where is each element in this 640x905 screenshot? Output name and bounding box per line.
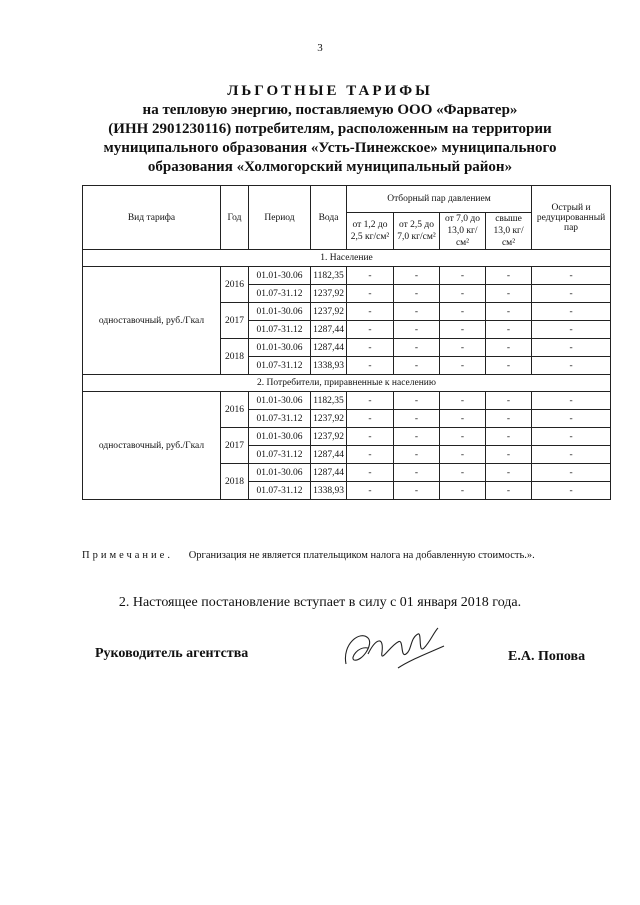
water-tariff-cell: 1287,44 — [311, 321, 347, 339]
table-body — [83, 250, 611, 500]
period-cell: 01.07-31.12 — [249, 285, 311, 303]
year-cell: 2016 — [221, 392, 249, 428]
empty-value-cell: - — [347, 482, 394, 500]
empty-value-cell: - — [394, 285, 440, 303]
empty-value-cell: - — [394, 464, 440, 482]
water-tariff-cell: 1182,35 — [311, 392, 347, 410]
empty-value-cell: - — [440, 410, 486, 428]
handwritten-signature — [338, 624, 448, 679]
empty-value-cell: - — [347, 428, 394, 446]
empty-value-cell: - — [532, 321, 611, 339]
table-row — [83, 267, 611, 285]
empty-value-cell: - — [347, 392, 394, 410]
empty-value-cell: - — [347, 321, 394, 339]
water-tariff-cell: 1182,35 — [311, 267, 347, 285]
note-text: Организация не является плательщиком налога на добавленную стоимость.». — [188, 550, 535, 561]
empty-value-cell: - — [532, 392, 611, 410]
empty-value-cell: - — [532, 446, 611, 464]
title-line-2: на тепловую энергию, поставляемую ООО «Фарватер» — [142, 102, 518, 118]
empty-value-cell: - — [347, 267, 394, 285]
empty-value-cell: - — [440, 267, 486, 285]
title-line-3: (ИНН 2901230116) потребителям, расположенным на территории — [108, 121, 552, 137]
note — [82, 549, 610, 562]
signatory-name: Е.А. Попова — [508, 649, 586, 664]
year-cell: 2018 — [221, 339, 249, 375]
note-label: Примечание. — [82, 550, 173, 561]
header-pressure-4: свыше 13,0 кг/см² — [486, 213, 532, 250]
empty-value-cell: - — [486, 446, 532, 464]
period-cell: 01.07-31.12 — [249, 357, 311, 375]
empty-value-cell: - — [486, 303, 532, 321]
water-tariff-cell: 1287,44 — [311, 339, 347, 357]
section-row — [83, 250, 611, 267]
section-title: 2. Потребители, приравненные к населению — [83, 375, 611, 392]
year-cell: 2017 — [221, 303, 249, 339]
empty-value-cell: - — [347, 446, 394, 464]
header-tariff-type: Вид тарифа — [83, 186, 221, 250]
title-line-1: ЛЬГОТНЫЕ ТАРИФЫ — [227, 83, 433, 99]
empty-value-cell: - — [394, 392, 440, 410]
empty-value-cell: - — [347, 464, 394, 482]
water-tariff-cell: 1237,92 — [311, 428, 347, 446]
title-line-5: образования «Холмогорский муниципальный район» — [147, 159, 513, 175]
empty-value-cell: - — [486, 339, 532, 357]
title-line-4: муниципального образования «Усть-Пинежское» муниципального — [103, 140, 557, 156]
empty-value-cell: - — [440, 339, 486, 357]
section-row — [83, 375, 611, 392]
empty-value-cell: - — [486, 410, 532, 428]
water-tariff-cell: 1287,44 — [311, 446, 347, 464]
water-tariff-cell: 1338,93 — [311, 357, 347, 375]
tariffs-table — [82, 185, 611, 500]
period-cell: 01.01-30.06 — [249, 464, 311, 482]
empty-value-cell: - — [394, 357, 440, 375]
empty-value-cell: - — [532, 303, 611, 321]
empty-value-cell: - — [347, 410, 394, 428]
empty-value-cell: - — [486, 392, 532, 410]
empty-value-cell: - — [532, 267, 611, 285]
empty-value-cell: - — [394, 482, 440, 500]
empty-value-cell: - — [532, 339, 611, 357]
header-pressure-1: от 1,2 до 2,5 кг/см² — [347, 213, 394, 250]
water-tariff-cell: 1237,92 — [311, 285, 347, 303]
period-cell: 01.07-31.12 — [249, 446, 311, 464]
empty-value-cell: - — [394, 303, 440, 321]
header-sharp-steam: Острый и редуцированный пар — [532, 186, 611, 250]
empty-value-cell: - — [347, 303, 394, 321]
water-tariff-cell: 1237,92 — [311, 303, 347, 321]
period-cell: 01.07-31.12 — [249, 482, 311, 500]
empty-value-cell: - — [394, 321, 440, 339]
table-row — [83, 392, 611, 410]
header-pressure-3: от 7,0 до 13,0 кг/см² — [440, 213, 486, 250]
tariff-type-cell: одноставочный, руб./Гкал — [83, 392, 221, 500]
header-period: Период — [249, 186, 311, 250]
document-title — [60, 82, 600, 177]
signatory-position: Руководитель агентства — [95, 646, 249, 661]
decree-text: 2. Настоящее постановление вступает в силу с 01 января 2018 года. — [118, 595, 522, 610]
empty-value-cell: - — [394, 410, 440, 428]
empty-value-cell: - — [394, 267, 440, 285]
header-steam-group: Отборный пар давлением — [347, 186, 532, 213]
empty-value-cell: - — [486, 428, 532, 446]
empty-value-cell: - — [394, 446, 440, 464]
empty-value-cell: - — [394, 339, 440, 357]
header-year: Год — [221, 186, 249, 250]
empty-value-cell: - — [486, 464, 532, 482]
empty-value-cell: - — [486, 357, 532, 375]
empty-value-cell: - — [532, 410, 611, 428]
empty-value-cell: - — [347, 285, 394, 303]
year-cell: 2018 — [221, 464, 249, 500]
empty-value-cell: - — [486, 267, 532, 285]
empty-value-cell: - — [532, 285, 611, 303]
empty-value-cell: - — [440, 285, 486, 303]
empty-value-cell: - — [440, 482, 486, 500]
empty-value-cell: - — [440, 446, 486, 464]
section-title: 1. Население — [83, 250, 611, 267]
period-cell: 01.01-30.06 — [249, 392, 311, 410]
empty-value-cell: - — [440, 428, 486, 446]
empty-value-cell: - — [486, 321, 532, 339]
header-pressure-2: от 2,5 до 7,0 кг/см² — [394, 213, 440, 250]
header-water: Вода — [311, 186, 347, 250]
empty-value-cell: - — [440, 464, 486, 482]
water-tariff-cell: 1237,92 — [311, 410, 347, 428]
period-cell: 01.01-30.06 — [249, 339, 311, 357]
period-cell: 01.07-31.12 — [249, 321, 311, 339]
empty-value-cell: - — [532, 428, 611, 446]
empty-value-cell: - — [486, 285, 532, 303]
period-cell: 01.01-30.06 — [249, 428, 311, 446]
year-cell: 2016 — [221, 267, 249, 303]
empty-value-cell: - — [440, 303, 486, 321]
period-cell: 01.01-30.06 — [249, 303, 311, 321]
water-tariff-cell: 1338,93 — [311, 482, 347, 500]
empty-value-cell: - — [394, 428, 440, 446]
empty-value-cell: - — [347, 357, 394, 375]
empty-value-cell: - — [440, 392, 486, 410]
year-cell: 2017 — [221, 428, 249, 464]
empty-value-cell: - — [440, 321, 486, 339]
water-tariff-cell: 1287,44 — [311, 464, 347, 482]
period-cell: 01.07-31.12 — [249, 410, 311, 428]
empty-value-cell: - — [440, 357, 486, 375]
empty-value-cell: - — [532, 482, 611, 500]
empty-value-cell: - — [532, 464, 611, 482]
empty-value-cell: - — [486, 482, 532, 500]
empty-value-cell: - — [347, 339, 394, 357]
tariff-type-cell: одноставочный, руб./Гкал — [83, 267, 221, 375]
page-number: 3 — [317, 42, 323, 54]
empty-value-cell: - — [532, 357, 611, 375]
period-cell: 01.01-30.06 — [249, 267, 311, 285]
